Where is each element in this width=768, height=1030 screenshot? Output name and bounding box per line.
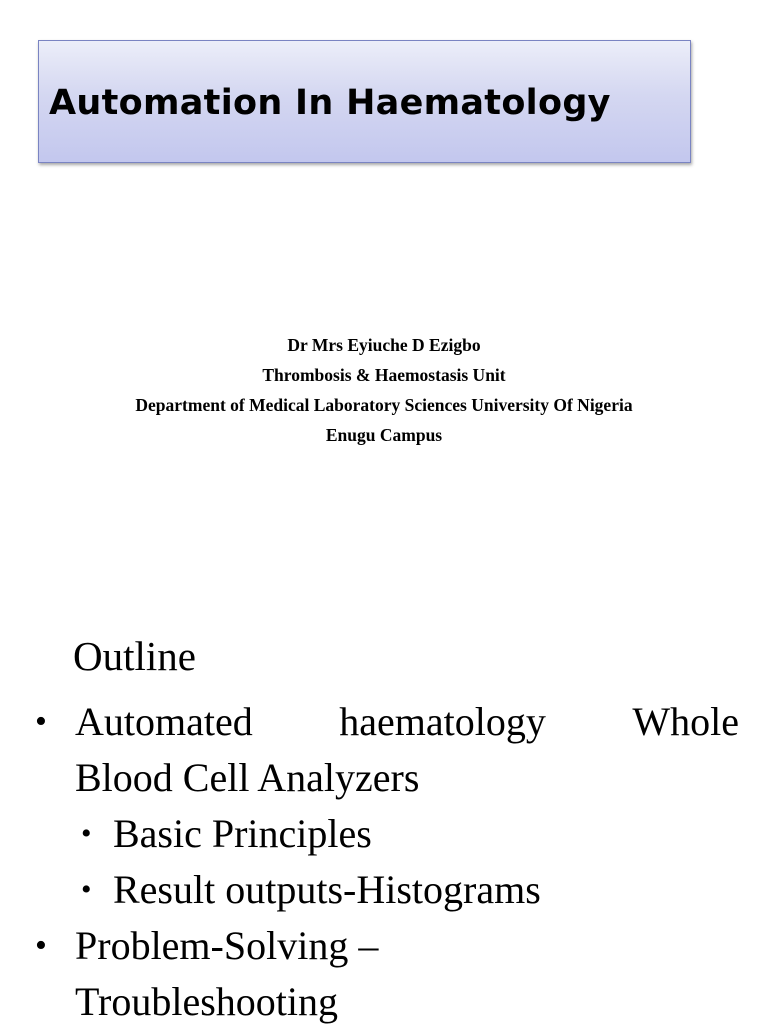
author-info (100, 333, 668, 453)
author-campus: Enugu Campus (325, 425, 443, 445)
author-name: Dr Mrs Eyiuche D Ezigbo (287, 335, 481, 355)
bullet-word: haematology (339, 699, 546, 744)
subbullet-text: Result outputs-Histograms (113, 867, 541, 912)
bullet-word: Automated (75, 699, 253, 744)
bullet-word: Whole (632, 699, 739, 744)
subbullet-text: Basic Principles (113, 811, 372, 856)
bullet-line-2: Troubleshooting (75, 979, 339, 1024)
outline-bullet-troubleshooting (35, 918, 739, 1030)
slide-title: Automation In Haematology (49, 83, 611, 123)
title-box (38, 40, 691, 163)
author-unit: Thrombosis & Haemostasis Unit (262, 365, 506, 385)
outline-heading: Outline (73, 633, 196, 679)
bullet-line-1 (75, 694, 739, 750)
bullet-line-1: Problem-Solving – (75, 923, 379, 968)
bullet-line-2: Blood Cell Analyzers (75, 755, 420, 800)
outline-subbullet-basic-principles (81, 806, 733, 862)
bullet-dot: • (35, 927, 47, 964)
bullet-dot: • (81, 873, 92, 906)
outline-subbullet-histograms (81, 862, 733, 918)
author-department: Department of Medical Laboratory Sciences University Of Nigeria (135, 395, 633, 415)
outline-bullet-automated-analyzers (35, 694, 739, 806)
bullet-dot: • (35, 703, 47, 740)
bullet-dot: • (81, 817, 92, 850)
